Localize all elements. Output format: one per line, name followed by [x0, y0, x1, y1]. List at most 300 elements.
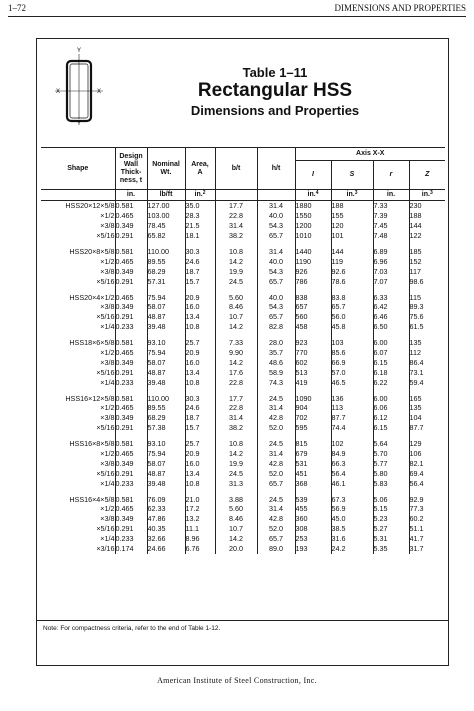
cell-area: 24.6 — [185, 403, 215, 413]
table-row — [41, 458, 445, 468]
cell-b-t: 10.7 — [215, 524, 257, 534]
cell-h-t: 54.3 — [257, 266, 295, 276]
cell-r: 7.48 — [373, 231, 409, 241]
cell-b-t: 3.88 — [215, 494, 257, 504]
cell-shape: ×5/16 — [96, 276, 115, 286]
cell-weight: 48.87 — [147, 468, 185, 478]
cell-weight: 78.45 — [147, 221, 185, 231]
cell-h-t: 65.7 — [257, 534, 295, 544]
cell-area: 13.4 — [185, 367, 215, 377]
cell-r: 6.89 — [373, 247, 409, 257]
table-row — [41, 367, 445, 377]
cell-area: 18.1 — [185, 231, 215, 241]
cell-area: 10.8 — [185, 377, 215, 387]
cell-h-t: 42.8 — [257, 413, 295, 423]
table-row — [41, 276, 445, 286]
cell-shape: HSS16×4×5/8 — [69, 494, 115, 504]
cell-b-t: 14.2 — [215, 534, 257, 544]
cell-h-t: 52.0 — [257, 468, 295, 478]
cell-shape: ×3/8 — [100, 221, 115, 231]
cell-thickness: 0.349 — [115, 302, 147, 312]
cell-b-t: 5.60 — [215, 504, 257, 514]
hss-section-figure — [53, 47, 105, 125]
cell-r: 5.27 — [373, 524, 409, 534]
cell-weight: 57.38 — [147, 423, 185, 433]
cell-area: 6.76 — [185, 544, 215, 554]
cell-I: 679 — [295, 449, 331, 459]
table-frame — [36, 38, 449, 666]
axis-y-bottom-label: Y — [76, 121, 82, 125]
cell-thickness: 0.465 — [115, 292, 147, 302]
cell-thickness: 0.465 — [115, 348, 147, 358]
cell-weight: 40.35 — [147, 524, 185, 534]
cell-weight: 110.00 — [147, 393, 185, 403]
cell-S: 85.6 — [331, 348, 373, 358]
cell-h-t: 31.4 — [257, 247, 295, 257]
cell-Z: 92.9 — [409, 494, 445, 504]
cell-I: 360 — [295, 514, 331, 524]
cell-thickness: 0.291 — [115, 276, 147, 286]
header-rule — [8, 16, 466, 17]
cell-r: 6.15 — [373, 357, 409, 367]
cell-S: 188 — [331, 201, 373, 211]
cell-weight: 89.55 — [147, 256, 185, 266]
cell-I: 1550 — [295, 211, 331, 221]
cell-b-t: 38.2 — [215, 231, 257, 241]
cell-shape: ×1/4 — [100, 478, 115, 488]
cell-shape: ×1/2 — [100, 403, 115, 413]
cell-S: 103 — [331, 338, 373, 348]
cell-h-t: 65.7 — [257, 231, 295, 241]
table-row — [41, 357, 445, 367]
table-row — [41, 302, 445, 312]
cell-shape: HSS16×8×5/8 — [69, 439, 115, 449]
table-name: Rectangular HSS — [197, 80, 353, 101]
units-row — [41, 190, 445, 201]
cell-thickness: 0.291 — [115, 231, 147, 241]
cell-Z: 129 — [409, 439, 445, 449]
col-S: S — [331, 161, 373, 190]
cell-thickness: 0.349 — [115, 514, 147, 524]
cell-area: 24.6 — [185, 256, 215, 266]
cell-area: 13.4 — [185, 312, 215, 322]
page-number: 1–72 — [8, 3, 26, 13]
cell-weight: 103.00 — [147, 211, 185, 221]
cell-h-t: 28.0 — [257, 338, 295, 348]
cell-Z: 152 — [409, 256, 445, 266]
cell-shape: ×1/4 — [100, 377, 115, 387]
cell-Z: 77.3 — [409, 504, 445, 514]
cell-Z: 75.6 — [409, 312, 445, 322]
cell-I: 531 — [295, 458, 331, 468]
cell-r: 6.18 — [373, 367, 409, 377]
table-number: Table 1–11 — [242, 65, 308, 80]
cell-b-t: 24.5 — [215, 468, 257, 478]
cell-Z: 31.7 — [409, 544, 445, 554]
cell-weight: 68.29 — [147, 413, 185, 423]
cell-shape: ×5/16 — [96, 312, 115, 322]
cell-Z: 188 — [409, 211, 445, 221]
cell-area: 10.8 — [185, 322, 215, 332]
cell-b-t: 31.4 — [215, 413, 257, 423]
cell-I: 368 — [295, 478, 331, 488]
cell-Z: 115 — [409, 292, 445, 302]
cell-b-t: 22.8 — [215, 403, 257, 413]
cell-weight: 58.07 — [147, 357, 185, 367]
cell-h-t: 24.5 — [257, 393, 295, 403]
table-row — [41, 403, 445, 413]
cell-Z: 98.6 — [409, 276, 445, 286]
cell-h-t: 54.3 — [257, 302, 295, 312]
cell-b-t: 10.8 — [215, 439, 257, 449]
cell-r: 7.33 — [373, 201, 409, 211]
cell-shape: ×5/16 — [96, 231, 115, 241]
table-row — [41, 312, 445, 322]
cell-shape: HSS18×6×5/8 — [69, 338, 115, 348]
cell-shape: ×1/4 — [100, 534, 115, 544]
cell-thickness: 0.581 — [115, 494, 147, 504]
cell-thickness: 0.174 — [115, 544, 147, 554]
table-row — [41, 468, 445, 478]
cell-area: 17.2 — [185, 504, 215, 514]
cell-area: 25.7 — [185, 439, 215, 449]
cell-thickness: 0.233 — [115, 478, 147, 488]
col-Z: Z — [409, 161, 445, 190]
table-row — [41, 514, 445, 524]
cell-Z: 89.3 — [409, 302, 445, 312]
cell-Z: 117 — [409, 266, 445, 276]
cell-I: 923 — [295, 338, 331, 348]
cell-I: 815 — [295, 439, 331, 449]
cell-shape: ×5/16 — [96, 367, 115, 377]
table-row — [41, 201, 445, 211]
col-I: I — [295, 161, 331, 190]
cell-shape: ×3/16 — [96, 544, 115, 554]
cell-shape: ×5/16 — [96, 423, 115, 433]
cell-h-t: 52.0 — [257, 423, 295, 433]
cell-area: 18.7 — [185, 413, 215, 423]
cell-weight: 39.48 — [147, 478, 185, 488]
cell-weight: 127.00 — [147, 201, 185, 211]
cell-b-t: 19.9 — [215, 458, 257, 468]
cell-Z: 185 — [409, 247, 445, 257]
col-nominal-wt: Nominal Wt. — [147, 148, 185, 190]
cell-h-t: 65.7 — [257, 276, 295, 286]
cell-weight: 58.07 — [147, 458, 185, 468]
cell-Z: 69.4 — [409, 468, 445, 478]
cell-I: 1200 — [295, 221, 331, 231]
cell-I: 1880 — [295, 201, 331, 211]
cell-S: 56.9 — [331, 504, 373, 514]
cell-h-t: 31.4 — [257, 201, 295, 211]
cell-S: 38.5 — [331, 524, 373, 534]
col-area: Area, A — [185, 148, 215, 190]
cell-weight: 24.66 — [147, 544, 185, 554]
cell-I: 253 — [295, 534, 331, 544]
cell-h-t: 82.8 — [257, 322, 295, 332]
cell-shape: ×3/8 — [100, 266, 115, 276]
cell-shape: HSS20×4×1/2 — [69, 292, 115, 302]
unit-I: in.$^4$ — [295, 190, 331, 201]
cell-S: 102 — [331, 439, 373, 449]
cell-area: 13.2 — [185, 514, 215, 524]
cell-S: 144 — [331, 247, 373, 257]
cell-thickness: 0.291 — [115, 312, 147, 322]
cell-weight: 75.94 — [147, 449, 185, 459]
table-row — [41, 338, 445, 348]
cell-I: 308 — [295, 524, 331, 534]
cell-r: 5.80 — [373, 468, 409, 478]
cell-shape: ×1/2 — [100, 348, 115, 358]
cell-shape: HSS20×8×5/8 — [69, 247, 115, 256]
cell-thickness: 0.581 — [115, 393, 147, 403]
cell-S: 83.8 — [331, 292, 373, 302]
properties-table — [41, 147, 445, 554]
cell-S: 66.3 — [331, 458, 373, 468]
cell-b-t: 24.5 — [215, 276, 257, 286]
cell-r: 5.77 — [373, 458, 409, 468]
cell-b-t: 14.2 — [215, 322, 257, 332]
cell-h-t: 40.0 — [257, 211, 295, 221]
cell-S: 92.6 — [331, 266, 373, 276]
cell-b-t: 14.2 — [215, 256, 257, 266]
cell-S: 24.2 — [331, 544, 373, 554]
cell-I: 539 — [295, 494, 331, 504]
cell-thickness: 0.581 — [115, 338, 147, 348]
cell-shape: ×3/8 — [100, 302, 115, 312]
table-row — [41, 439, 445, 449]
cell-Z: 112 — [409, 348, 445, 358]
cell-I: 657 — [295, 302, 331, 312]
cell-b-t: 17.6 — [215, 367, 257, 377]
unit-wt: lb/ft — [147, 190, 185, 201]
cell-weight: 93.10 — [147, 439, 185, 449]
cell-r: 6.00 — [373, 393, 409, 403]
cell-h-t: 24.5 — [257, 494, 295, 504]
cell-Z: 106 — [409, 449, 445, 459]
cell-thickness: 0.349 — [115, 458, 147, 468]
table-note: Note: For compactness criteria, refer to the end of Table 1-12. — [37, 620, 448, 632]
cell-I: 595 — [295, 423, 331, 433]
cell-area: 20.9 — [185, 292, 215, 302]
cell-S: 84.9 — [331, 449, 373, 459]
cell-Z: 135 — [409, 338, 445, 348]
cell-weight: 32.66 — [147, 534, 185, 544]
table-row — [41, 256, 445, 266]
cell-b-t: 38.2 — [215, 423, 257, 433]
cell-Z: 82.1 — [409, 458, 445, 468]
cell-b-t: 31.3 — [215, 478, 257, 488]
cell-I: 458 — [295, 322, 331, 332]
table-row — [41, 322, 445, 332]
table-row — [41, 413, 445, 423]
cell-shape: ×3/8 — [100, 413, 115, 423]
cell-r: 6.15 — [373, 423, 409, 433]
cell-weight: 89.55 — [147, 403, 185, 413]
cell-Z: 56.4 — [409, 478, 445, 488]
table-row — [41, 544, 445, 554]
unit-t: in. — [115, 190, 147, 201]
cell-thickness: 0.465 — [115, 504, 147, 514]
page-footer: American Institute of Steel Construction, Inc. — [157, 676, 317, 685]
cell-shape: ×1/2 — [100, 504, 115, 514]
axis-y-top-label: Y — [76, 48, 82, 54]
cell-r: 6.96 — [373, 256, 409, 266]
cell-h-t: 31.4 — [257, 403, 295, 413]
cell-area: 21.5 — [185, 221, 215, 231]
cell-r: 5.83 — [373, 478, 409, 488]
cell-Z: 122 — [409, 231, 445, 241]
cell-S: 46.1 — [331, 478, 373, 488]
cell-b-t: 9.90 — [215, 348, 257, 358]
axis-x-right-label: X — [97, 89, 102, 95]
cell-area: 15.7 — [185, 423, 215, 433]
cell-S: 113 — [331, 403, 373, 413]
cell-S: 136 — [331, 393, 373, 403]
cell-thickness: 0.465 — [115, 403, 147, 413]
cell-S: 74.4 — [331, 423, 373, 433]
cell-h-t: 35.7 — [257, 348, 295, 358]
cell-I: 1440 — [295, 247, 331, 257]
cell-thickness: 0.465 — [115, 256, 147, 266]
cell-thickness: 0.291 — [115, 367, 147, 377]
cell-r: 6.50 — [373, 322, 409, 332]
unit-S: in.$^3$ — [331, 190, 373, 201]
cell-shape: ×5/16 — [96, 468, 115, 478]
cell-thickness: 0.581 — [115, 247, 147, 257]
cell-thickness: 0.233 — [115, 322, 147, 332]
col-r: r — [373, 161, 409, 190]
cell-Z: 60.2 — [409, 514, 445, 524]
cell-thickness: 0.581 — [115, 201, 147, 211]
cell-thickness: 0.581 — [115, 439, 147, 449]
cell-weight: 48.87 — [147, 367, 185, 377]
cell-S: 31.6 — [331, 534, 373, 544]
cell-area: 16.0 — [185, 458, 215, 468]
cell-b-t: 10.7 — [215, 312, 257, 322]
cell-b-t: 17.7 — [215, 201, 257, 211]
cell-weight: 93.10 — [147, 338, 185, 348]
axis-xx-header: Axis X-X — [295, 148, 445, 161]
cell-weight: 39.48 — [147, 322, 185, 332]
table-row — [41, 266, 445, 276]
cell-weight: 75.94 — [147, 348, 185, 358]
cell-Z: 144 — [409, 221, 445, 231]
cell-b-t: 22.8 — [215, 377, 257, 387]
cell-b-t: 7.33 — [215, 338, 257, 348]
cell-Z: 41.7 — [409, 534, 445, 544]
cell-S: 56.4 — [331, 468, 373, 478]
table-row — [41, 231, 445, 241]
cell-h-t: 74.3 — [257, 377, 295, 387]
cell-S: 66.9 — [331, 357, 373, 367]
cell-I: 455 — [295, 504, 331, 514]
table-row — [41, 494, 445, 504]
cell-thickness: 0.349 — [115, 413, 147, 423]
cell-Z: 165 — [409, 393, 445, 403]
cell-I: 193 — [295, 544, 331, 554]
cell-weight: 65.82 — [147, 231, 185, 241]
cell-weight: 75.94 — [147, 292, 185, 302]
cell-area: 13.4 — [185, 468, 215, 478]
unit-area: in.$^2$ — [185, 190, 215, 201]
cell-r: 5.15 — [373, 504, 409, 514]
cell-shape: ×3/8 — [100, 514, 115, 524]
cell-r: 7.39 — [373, 211, 409, 221]
cell-area: 10.8 — [185, 478, 215, 488]
cell-thickness: 0.465 — [115, 449, 147, 459]
cell-shape: ×1/2 — [100, 211, 115, 221]
cell-r: 6.00 — [373, 338, 409, 348]
cell-area: 25.7 — [185, 338, 215, 348]
cell-Z: 87.7 — [409, 423, 445, 433]
cell-area: 15.7 — [185, 276, 215, 286]
cell-shape: ×1/2 — [100, 256, 115, 266]
cell-Z: 104 — [409, 413, 445, 423]
cell-h-t: 65.7 — [257, 478, 295, 488]
cell-r: 6.22 — [373, 377, 409, 387]
cell-r: 5.23 — [373, 514, 409, 524]
cell-I: 513 — [295, 367, 331, 377]
table-row — [41, 423, 445, 433]
cell-h-t: 58.9 — [257, 367, 295, 377]
axis-x-left-label: X — [56, 89, 61, 95]
cell-shape: ×3/8 — [100, 357, 115, 367]
cell-h-t: 65.7 — [257, 312, 295, 322]
cell-h-t: 40.0 — [257, 292, 295, 302]
cell-thickness: 0.291 — [115, 423, 147, 433]
cell-S: 78.6 — [331, 276, 373, 286]
table-row — [41, 348, 445, 358]
cell-b-t: 10.8 — [215, 247, 257, 257]
cell-b-t: 8.46 — [215, 514, 257, 524]
cell-h-t: 42.8 — [257, 514, 295, 524]
cell-weight: 57.31 — [147, 276, 185, 286]
cell-I: 786 — [295, 276, 331, 286]
cell-area: 16.0 — [185, 357, 215, 367]
cell-weight: 48.87 — [147, 312, 185, 322]
table-row — [41, 393, 445, 403]
cell-I: 451 — [295, 468, 331, 478]
cell-b-t: 17.7 — [215, 393, 257, 403]
cell-r: 5.70 — [373, 449, 409, 459]
cell-S: 101 — [331, 231, 373, 241]
cell-r: 5.64 — [373, 439, 409, 449]
cell-b-t: 31.4 — [215, 221, 257, 231]
cell-r: 6.12 — [373, 413, 409, 423]
cell-thickness: 0.349 — [115, 266, 147, 276]
table-title — [175, 65, 375, 119]
table-row — [41, 377, 445, 387]
cell-weight: 110.00 — [147, 247, 185, 257]
cell-S: 65.7 — [331, 302, 373, 312]
cell-area: 28.3 — [185, 211, 215, 221]
cell-r: 7.07 — [373, 276, 409, 286]
cell-h-t: 24.5 — [257, 439, 295, 449]
cell-I: 560 — [295, 312, 331, 322]
cell-h-t: 40.0 — [257, 256, 295, 266]
cell-r: 6.33 — [373, 292, 409, 302]
cell-b-t: 8.46 — [215, 302, 257, 312]
cell-shape: HSS16×12×5/8 — [65, 393, 115, 403]
cell-r: 5.31 — [373, 534, 409, 544]
cell-b-t: 14.2 — [215, 357, 257, 367]
cell-shape: ×1/4 — [100, 322, 115, 332]
cell-b-t: 19.9 — [215, 266, 257, 276]
cell-r: 6.42 — [373, 302, 409, 312]
cell-r: 5.06 — [373, 494, 409, 504]
table-subtitle: Dimensions and Properties — [190, 103, 360, 118]
